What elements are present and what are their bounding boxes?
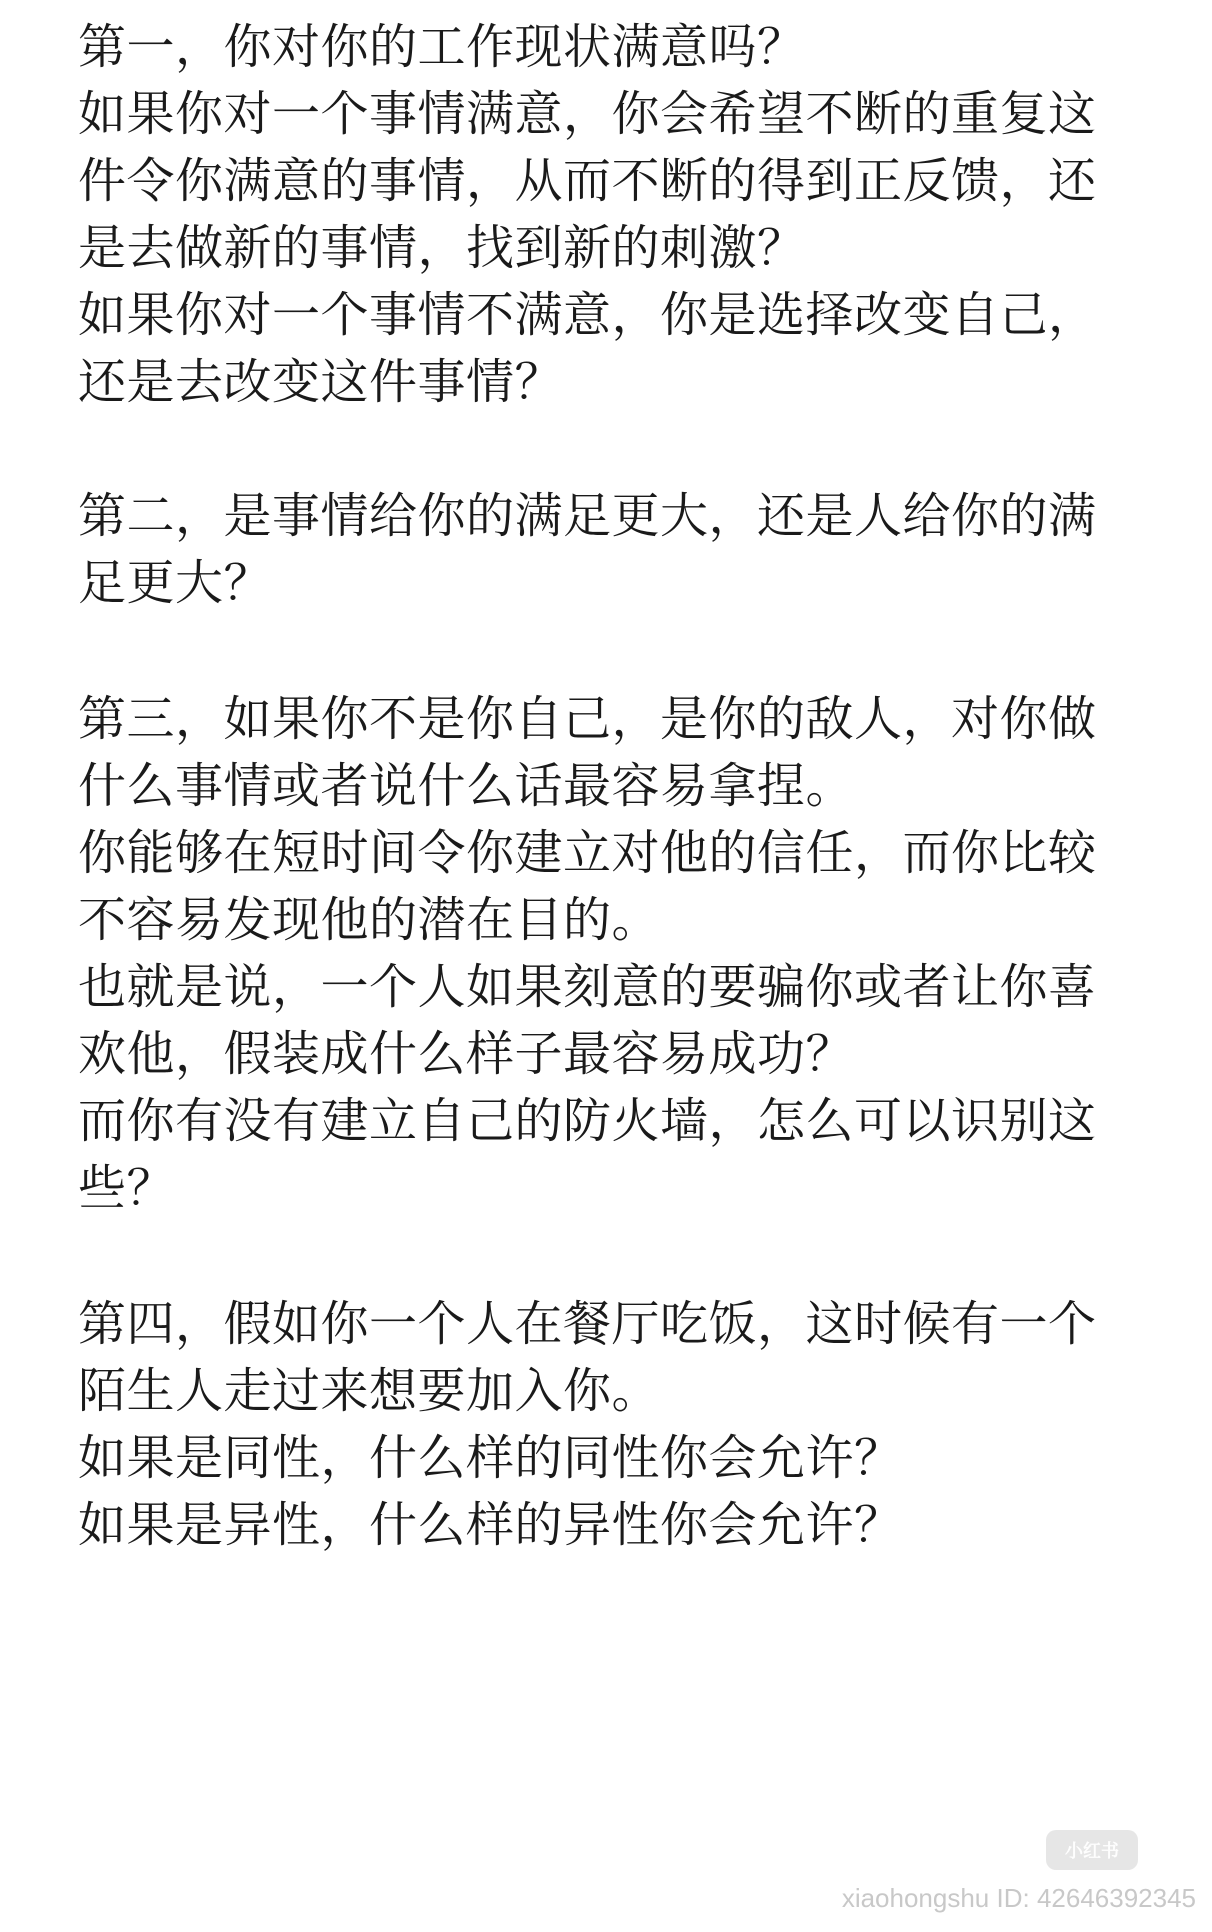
text-line: 如果你对一个事情不满意，你是选择改变自己， xyxy=(78,287,1097,343)
watermark-logo: 小红书 xyxy=(1046,1830,1138,1870)
text-line: 足更大？ xyxy=(78,555,273,611)
text-line: 如果是异性，什么样的异性你会允许？ xyxy=(78,1497,903,1553)
text-line: 是去做新的事情，找到新的刺激？ xyxy=(78,220,806,276)
text-line: 陌生人走过来想要加入你。 xyxy=(78,1363,661,1419)
text-line: 也就是说，一个人如果刻意的要骗你或者让你喜 xyxy=(78,959,1097,1015)
text-line: 第四，假如你一个人在餐厅吃饭，这时候有一个 xyxy=(78,1296,1097,1352)
text-line: 些？ xyxy=(78,1160,176,1216)
text-line: 而你有没有建立自己的防火墙，怎么可以识别这 xyxy=(78,1093,1097,1149)
text-line: 还是去改变这件事情？ xyxy=(78,354,564,410)
text-line: 如果你对一个事情满意，你会希望不断的重复这 xyxy=(78,86,1097,142)
text-line: 第三，如果你不是你自己，是你的敌人，对你做 xyxy=(78,691,1097,747)
text-line: 第一，你对你的工作现状满意吗？ xyxy=(78,19,806,75)
text-line: 如果是同性，什么样的同性你会允许？ xyxy=(78,1430,903,1486)
text-line: 不容易发现他的潜在目的。 xyxy=(78,892,661,948)
text-line: 第二，是事情给你的满足更大，还是人给你的满 xyxy=(78,488,1097,544)
text-line: 件令你满意的事情，从而不断的得到正反馈，还 xyxy=(78,153,1097,209)
text-line: 你能够在短时间令你建立对他的信任，而你比较 xyxy=(78,825,1097,881)
text-line: 欢他，假装成什么样子最容易成功？ xyxy=(78,1026,855,1082)
watermark-id: xiaohongshu ID: 42646392345 xyxy=(841,1883,1196,1913)
text-line: 什么事情或者说什么话最容易拿捏。 xyxy=(78,758,855,814)
watermark xyxy=(842,1868,1196,1914)
